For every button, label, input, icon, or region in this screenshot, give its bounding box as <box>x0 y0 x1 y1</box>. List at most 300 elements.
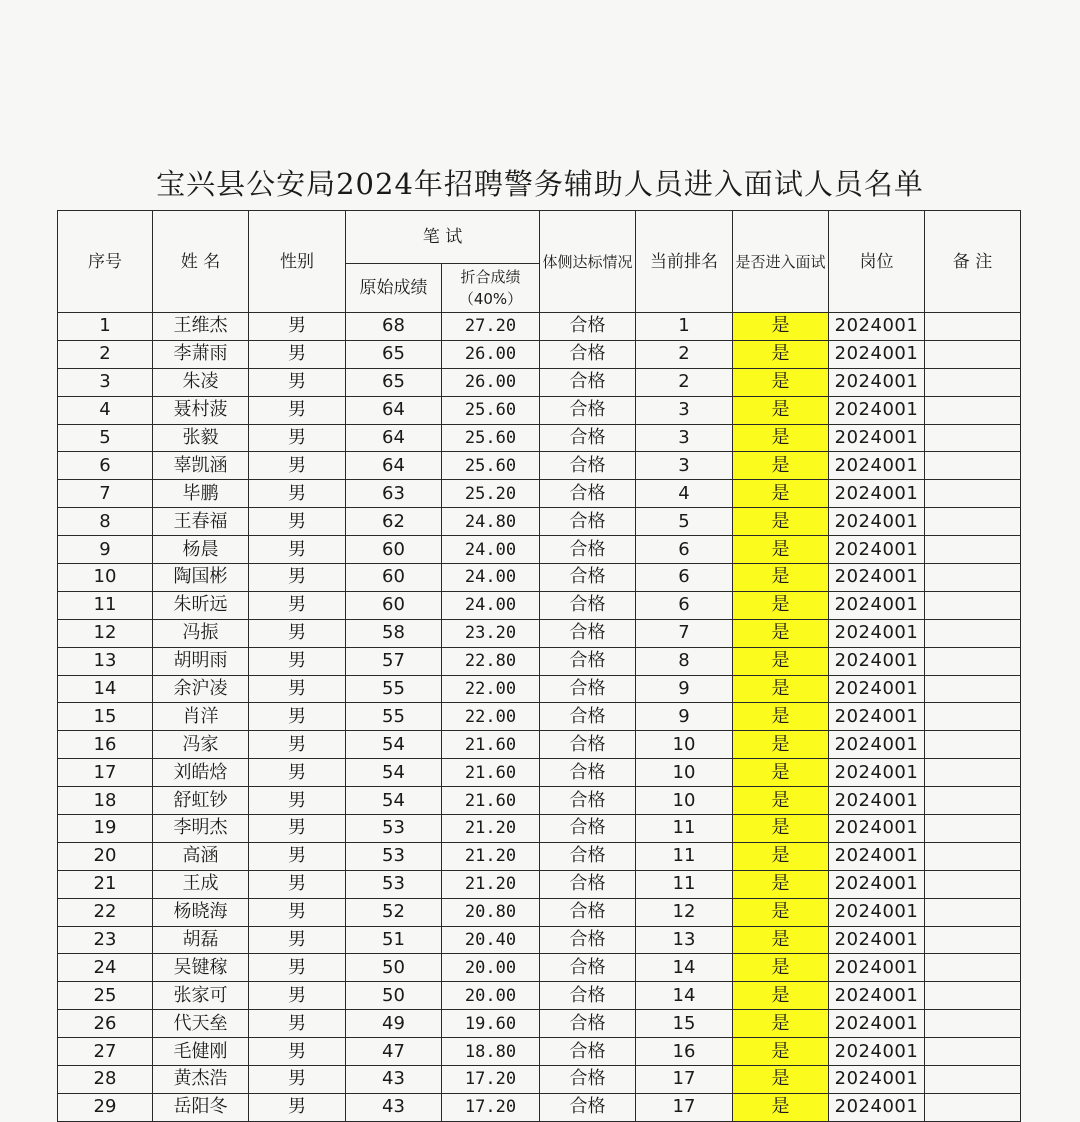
cell-rank: 10 <box>636 759 733 787</box>
cell-position: 2024001 <box>829 842 925 870</box>
cell-rank: 2 <box>636 368 733 396</box>
cell-interview: 是 <box>733 954 829 982</box>
cell-name: 杨晓海 <box>153 898 249 926</box>
interview-roster-table <box>57 210 1021 1122</box>
cell-raw-score: 64 <box>346 396 442 424</box>
header-weighted-score: 折合成绩（40%） <box>442 264 540 313</box>
cell-weighted-score: 24.00 <box>442 564 540 592</box>
table-row <box>58 787 1021 815</box>
cell-weighted-score: 26.00 <box>442 340 540 368</box>
cell-remark <box>925 508 1021 536</box>
cell-gender: 男 <box>249 647 346 675</box>
cell-gender: 男 <box>249 480 346 508</box>
cell-name: 胡磊 <box>153 926 249 954</box>
cell-fitness: 合格 <box>540 870 636 898</box>
cell-remark <box>925 313 1021 341</box>
cell-weighted-score: 25.60 <box>442 424 540 452</box>
cell-position: 2024001 <box>829 452 925 480</box>
cell-index: 11 <box>58 591 153 619</box>
cell-remark <box>925 787 1021 815</box>
cell-rank: 11 <box>636 815 733 843</box>
header-position: 岗位 <box>829 211 925 313</box>
cell-name: 王春福 <box>153 508 249 536</box>
cell-name: 辜凯涵 <box>153 452 249 480</box>
cell-position: 2024001 <box>829 982 925 1010</box>
cell-weighted-score: 24.00 <box>442 536 540 564</box>
cell-fitness: 合格 <box>540 787 636 815</box>
cell-weighted-score: 26.00 <box>442 368 540 396</box>
cell-position: 2024001 <box>829 536 925 564</box>
cell-interview: 是 <box>733 675 829 703</box>
table-row <box>58 703 1021 731</box>
cell-fitness: 合格 <box>540 508 636 536</box>
cell-weighted-score: 20.00 <box>442 982 540 1010</box>
cell-remark <box>925 536 1021 564</box>
cell-raw-score: 43 <box>346 1066 442 1094</box>
table-row <box>58 954 1021 982</box>
cell-rank: 4 <box>636 480 733 508</box>
table-row <box>58 480 1021 508</box>
table-row <box>58 870 1021 898</box>
cell-position: 2024001 <box>829 759 925 787</box>
cell-raw-score: 64 <box>346 452 442 480</box>
cell-weighted-score: 25.60 <box>442 396 540 424</box>
table-row <box>58 675 1021 703</box>
cell-index: 21 <box>58 870 153 898</box>
cell-position: 2024001 <box>829 591 925 619</box>
cell-position: 2024001 <box>829 1093 925 1121</box>
cell-index: 20 <box>58 842 153 870</box>
cell-index: 12 <box>58 619 153 647</box>
cell-remark <box>925 1066 1021 1094</box>
cell-fitness: 合格 <box>540 396 636 424</box>
cell-fitness: 合格 <box>540 480 636 508</box>
cell-gender: 男 <box>249 731 346 759</box>
cell-gender: 男 <box>249 703 346 731</box>
cell-rank: 11 <box>636 842 733 870</box>
cell-remark <box>925 591 1021 619</box>
cell-weighted-score: 17.20 <box>442 1093 540 1121</box>
cell-interview: 是 <box>733 536 829 564</box>
cell-interview: 是 <box>733 815 829 843</box>
cell-index: 6 <box>58 452 153 480</box>
cell-fitness: 合格 <box>540 368 636 396</box>
cell-gender: 男 <box>249 619 346 647</box>
cell-gender: 男 <box>249 982 346 1010</box>
cell-position: 2024001 <box>829 1066 925 1094</box>
table-row <box>58 564 1021 592</box>
cell-weighted-score: 21.60 <box>442 759 540 787</box>
cell-interview: 是 <box>733 1038 829 1066</box>
cell-fitness: 合格 <box>540 564 636 592</box>
cell-index: 28 <box>58 1066 153 1094</box>
cell-gender: 男 <box>249 954 346 982</box>
cell-interview: 是 <box>733 452 829 480</box>
cell-weighted-score: 20.00 <box>442 954 540 982</box>
cell-weighted-score: 18.80 <box>442 1038 540 1066</box>
cell-raw-score: 58 <box>346 619 442 647</box>
cell-weighted-score: 23.20 <box>442 619 540 647</box>
cell-interview: 是 <box>733 647 829 675</box>
cell-remark <box>925 452 1021 480</box>
cell-remark <box>925 1010 1021 1038</box>
table-row <box>58 396 1021 424</box>
cell-weighted-score: 19.60 <box>442 1010 540 1038</box>
cell-raw-score: 50 <box>346 954 442 982</box>
cell-fitness: 合格 <box>540 1038 636 1066</box>
cell-interview: 是 <box>733 508 829 536</box>
table-row <box>58 926 1021 954</box>
table-row <box>58 759 1021 787</box>
cell-name: 余沪凌 <box>153 675 249 703</box>
cell-fitness: 合格 <box>540 703 636 731</box>
cell-index: 8 <box>58 508 153 536</box>
cell-index: 13 <box>58 647 153 675</box>
cell-fitness: 合格 <box>540 731 636 759</box>
table-row <box>58 898 1021 926</box>
header-index: 序号 <box>58 211 153 313</box>
header-rank: 当前排名 <box>636 211 733 313</box>
cell-remark <box>925 675 1021 703</box>
header-remark: 备 注 <box>925 211 1021 313</box>
cell-index: 26 <box>58 1010 153 1038</box>
cell-index: 7 <box>58 480 153 508</box>
cell-position: 2024001 <box>829 313 925 341</box>
header-raw-score: 原始成绩 <box>346 264 442 313</box>
cell-fitness: 合格 <box>540 815 636 843</box>
cell-rank: 6 <box>636 564 733 592</box>
cell-name: 吴键稼 <box>153 954 249 982</box>
cell-raw-score: 53 <box>346 815 442 843</box>
cell-gender: 男 <box>249 842 346 870</box>
cell-position: 2024001 <box>829 870 925 898</box>
cell-remark <box>925 619 1021 647</box>
cell-index: 10 <box>58 564 153 592</box>
cell-index: 25 <box>58 982 153 1010</box>
cell-interview: 是 <box>733 340 829 368</box>
cell-interview: 是 <box>733 842 829 870</box>
cell-raw-score: 54 <box>346 787 442 815</box>
cell-name: 胡明雨 <box>153 647 249 675</box>
cell-fitness: 合格 <box>540 982 636 1010</box>
cell-rank: 14 <box>636 982 733 1010</box>
cell-raw-score: 68 <box>346 313 442 341</box>
cell-raw-score: 55 <box>346 675 442 703</box>
cell-interview: 是 <box>733 424 829 452</box>
cell-weighted-score: 21.60 <box>442 731 540 759</box>
cell-remark <box>925 898 1021 926</box>
table-row <box>58 1010 1021 1038</box>
cell-raw-score: 63 <box>346 480 442 508</box>
header-interview: 是否进入面试 <box>733 211 829 313</box>
cell-index: 5 <box>58 424 153 452</box>
cell-rank: 1 <box>636 313 733 341</box>
cell-raw-score: 65 <box>346 340 442 368</box>
cell-name: 王维杰 <box>153 313 249 341</box>
cell-remark <box>925 731 1021 759</box>
cell-index: 3 <box>58 368 153 396</box>
cell-weighted-score: 22.80 <box>442 647 540 675</box>
cell-weighted-score: 20.40 <box>442 926 540 954</box>
cell-fitness: 合格 <box>540 675 636 703</box>
cell-rank: 10 <box>636 731 733 759</box>
cell-remark <box>925 564 1021 592</box>
cell-rank: 17 <box>636 1066 733 1094</box>
cell-position: 2024001 <box>829 926 925 954</box>
cell-interview: 是 <box>733 480 829 508</box>
cell-gender: 男 <box>249 508 346 536</box>
cell-position: 2024001 <box>829 675 925 703</box>
cell-interview: 是 <box>733 564 829 592</box>
cell-fitness: 合格 <box>540 1066 636 1094</box>
cell-interview: 是 <box>733 1010 829 1038</box>
cell-index: 14 <box>58 675 153 703</box>
cell-gender: 男 <box>249 424 346 452</box>
cell-interview: 是 <box>733 870 829 898</box>
header-written-exam: 笔 试 <box>346 211 540 264</box>
cell-interview: 是 <box>733 759 829 787</box>
cell-gender: 男 <box>249 396 346 424</box>
cell-remark <box>925 926 1021 954</box>
cell-interview: 是 <box>733 591 829 619</box>
cell-name: 朱凌 <box>153 368 249 396</box>
cell-rank: 3 <box>636 424 733 452</box>
cell-name: 朱昕远 <box>153 591 249 619</box>
cell-position: 2024001 <box>829 731 925 759</box>
cell-name: 聂村菠 <box>153 396 249 424</box>
cell-index: 29 <box>58 1093 153 1121</box>
cell-position: 2024001 <box>829 703 925 731</box>
cell-fitness: 合格 <box>540 647 636 675</box>
cell-position: 2024001 <box>829 898 925 926</box>
cell-raw-score: 52 <box>346 898 442 926</box>
table-row <box>58 815 1021 843</box>
cell-gender: 男 <box>249 1038 346 1066</box>
cell-rank: 5 <box>636 508 733 536</box>
cell-remark <box>925 870 1021 898</box>
cell-fitness: 合格 <box>540 452 636 480</box>
cell-name: 李萧雨 <box>153 340 249 368</box>
cell-fitness: 合格 <box>540 536 636 564</box>
cell-rank: 14 <box>636 954 733 982</box>
cell-interview: 是 <box>733 898 829 926</box>
cell-name: 代天垒 <box>153 1010 249 1038</box>
cell-gender: 男 <box>249 815 346 843</box>
cell-name: 毕鹏 <box>153 480 249 508</box>
cell-position: 2024001 <box>829 815 925 843</box>
cell-weighted-score: 24.00 <box>442 591 540 619</box>
cell-name: 张毅 <box>153 424 249 452</box>
cell-weighted-score: 21.20 <box>442 842 540 870</box>
cell-interview: 是 <box>733 313 829 341</box>
table-row <box>58 731 1021 759</box>
cell-position: 2024001 <box>829 480 925 508</box>
cell-weighted-score: 21.60 <box>442 787 540 815</box>
cell-fitness: 合格 <box>540 424 636 452</box>
cell-rank: 9 <box>636 675 733 703</box>
cell-weighted-score: 17.20 <box>442 1066 540 1094</box>
cell-fitness: 合格 <box>540 1010 636 1038</box>
cell-gender: 男 <box>249 340 346 368</box>
cell-rank: 12 <box>636 898 733 926</box>
cell-remark <box>925 1038 1021 1066</box>
table-row <box>58 1093 1021 1121</box>
cell-raw-score: 65 <box>346 368 442 396</box>
cell-gender: 男 <box>249 1093 346 1121</box>
cell-fitness: 合格 <box>540 340 636 368</box>
header-name: 姓 名 <box>153 211 249 313</box>
cell-interview: 是 <box>733 396 829 424</box>
table-row <box>58 647 1021 675</box>
cell-raw-score: 60 <box>346 536 442 564</box>
cell-position: 2024001 <box>829 508 925 536</box>
cell-weighted-score: 25.60 <box>442 452 540 480</box>
cell-fitness: 合格 <box>540 842 636 870</box>
cell-gender: 男 <box>249 870 346 898</box>
cell-raw-score: 60 <box>346 591 442 619</box>
table-row <box>58 424 1021 452</box>
cell-rank: 9 <box>636 703 733 731</box>
cell-fitness: 合格 <box>540 954 636 982</box>
cell-position: 2024001 <box>829 647 925 675</box>
cell-remark <box>925 703 1021 731</box>
cell-rank: 3 <box>636 452 733 480</box>
cell-name: 杨晨 <box>153 536 249 564</box>
cell-gender: 男 <box>249 368 346 396</box>
cell-interview: 是 <box>733 731 829 759</box>
cell-remark <box>925 954 1021 982</box>
cell-position: 2024001 <box>829 340 925 368</box>
table-row <box>58 452 1021 480</box>
cell-rank: 8 <box>636 647 733 675</box>
cell-fitness: 合格 <box>540 1093 636 1121</box>
cell-raw-score: 64 <box>346 424 442 452</box>
cell-name: 刘皓焓 <box>153 759 249 787</box>
cell-index: 4 <box>58 396 153 424</box>
cell-rank: 3 <box>636 396 733 424</box>
header-fitness: 体侧达标情况 <box>540 211 636 313</box>
cell-remark <box>925 982 1021 1010</box>
cell-interview: 是 <box>733 619 829 647</box>
cell-gender: 男 <box>249 564 346 592</box>
cell-raw-score: 60 <box>346 564 442 592</box>
cell-position: 2024001 <box>829 564 925 592</box>
cell-name: 毛健刚 <box>153 1038 249 1066</box>
cell-interview: 是 <box>733 1066 829 1094</box>
cell-gender: 男 <box>249 759 346 787</box>
cell-position: 2024001 <box>829 424 925 452</box>
cell-weighted-score: 20.80 <box>442 898 540 926</box>
cell-interview: 是 <box>733 926 829 954</box>
cell-index: 24 <box>58 954 153 982</box>
table-row <box>58 591 1021 619</box>
cell-remark <box>925 647 1021 675</box>
cell-gender: 男 <box>249 926 346 954</box>
table-row <box>58 842 1021 870</box>
cell-interview: 是 <box>733 703 829 731</box>
cell-name: 高涵 <box>153 842 249 870</box>
table-row <box>58 313 1021 341</box>
cell-remark <box>925 815 1021 843</box>
table-row <box>58 1066 1021 1094</box>
cell-position: 2024001 <box>829 396 925 424</box>
cell-raw-score: 53 <box>346 870 442 898</box>
cell-rank: 16 <box>636 1038 733 1066</box>
cell-remark <box>925 480 1021 508</box>
cell-raw-score: 57 <box>346 647 442 675</box>
cell-gender: 男 <box>249 787 346 815</box>
cell-name: 肖洋 <box>153 703 249 731</box>
cell-position: 2024001 <box>829 1010 925 1038</box>
cell-weighted-score: 21.20 <box>442 870 540 898</box>
cell-raw-score: 49 <box>346 1010 442 1038</box>
cell-remark <box>925 396 1021 424</box>
cell-raw-score: 50 <box>346 982 442 1010</box>
cell-index: 27 <box>58 1038 153 1066</box>
cell-raw-score: 62 <box>346 508 442 536</box>
cell-position: 2024001 <box>829 368 925 396</box>
cell-fitness: 合格 <box>540 898 636 926</box>
cell-raw-score: 51 <box>346 926 442 954</box>
cell-rank: 17 <box>636 1093 733 1121</box>
cell-remark <box>925 842 1021 870</box>
cell-raw-score: 54 <box>346 731 442 759</box>
cell-index: 19 <box>58 815 153 843</box>
table-row <box>58 340 1021 368</box>
cell-gender: 男 <box>249 1010 346 1038</box>
cell-name: 陶国彬 <box>153 564 249 592</box>
cell-name: 冯振 <box>153 619 249 647</box>
cell-position: 2024001 <box>829 1038 925 1066</box>
cell-name: 王成 <box>153 870 249 898</box>
cell-remark <box>925 424 1021 452</box>
page-title: 宝兴县公安局2024年招聘警务辅助人员进入面试人员名单 <box>156 167 924 201</box>
header-gender: 性别 <box>249 211 346 313</box>
cell-rank: 7 <box>636 619 733 647</box>
cell-gender: 男 <box>249 1066 346 1094</box>
cell-index: 18 <box>58 787 153 815</box>
cell-index: 15 <box>58 703 153 731</box>
cell-index: 17 <box>58 759 153 787</box>
cell-index: 9 <box>58 536 153 564</box>
cell-remark <box>925 1093 1021 1121</box>
table-row <box>58 982 1021 1010</box>
cell-remark <box>925 368 1021 396</box>
cell-name: 冯家 <box>153 731 249 759</box>
cell-gender: 男 <box>249 536 346 564</box>
table-body <box>58 313 1021 1122</box>
cell-name: 张家可 <box>153 982 249 1010</box>
cell-gender: 男 <box>249 313 346 341</box>
cell-weighted-score: 25.20 <box>442 480 540 508</box>
table-header <box>58 211 1021 313</box>
cell-rank: 15 <box>636 1010 733 1038</box>
cell-name: 黄杰浩 <box>153 1066 249 1094</box>
cell-rank: 6 <box>636 591 733 619</box>
table-row <box>58 368 1021 396</box>
cell-index: 2 <box>58 340 153 368</box>
cell-remark <box>925 340 1021 368</box>
cell-rank: 11 <box>636 870 733 898</box>
cell-index: 16 <box>58 731 153 759</box>
cell-gender: 男 <box>249 898 346 926</box>
cell-rank: 2 <box>636 340 733 368</box>
cell-weighted-score: 22.00 <box>442 703 540 731</box>
cell-interview: 是 <box>733 982 829 1010</box>
table-row <box>58 508 1021 536</box>
cell-raw-score: 55 <box>346 703 442 731</box>
cell-name: 岳阳冬 <box>153 1093 249 1121</box>
